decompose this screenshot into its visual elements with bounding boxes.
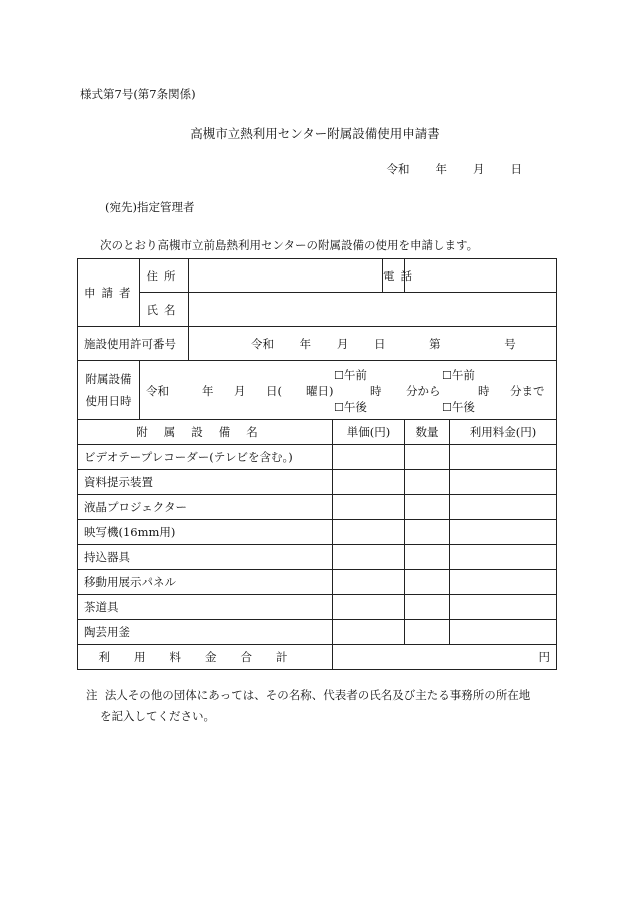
quantity-cell[interactable]	[405, 445, 450, 470]
equipment-row	[78, 620, 557, 645]
usage-weekday: 曜日)	[306, 384, 334, 398]
start-am-checkbox[interactable]: ☐	[334, 369, 344, 382]
quantity-cell[interactable]	[405, 570, 450, 595]
permit-month: 月	[336, 336, 349, 351]
unit-price-cell[interactable]	[333, 595, 405, 620]
end-pm-checkbox[interactable]: ☐	[442, 401, 452, 414]
fee-cell[interactable]	[450, 620, 557, 645]
start-pm-checkbox[interactable]: ☐	[334, 401, 344, 414]
fee-cell[interactable]	[450, 595, 557, 620]
usage-label-line2: 使用日時	[85, 394, 132, 408]
end-am-checkbox[interactable]: ☐	[442, 369, 452, 382]
unit-price-cell[interactable]	[333, 545, 405, 570]
intro-text: 次のとおり高槻市立前島熱利用センターの附属設備の使用を申請します。	[100, 238, 479, 252]
total-field[interactable]	[333, 645, 557, 670]
equipment-row	[78, 495, 557, 520]
addressee: (宛先)指定管理者	[105, 200, 195, 214]
total-unit: 円	[538, 650, 550, 664]
fee-cell[interactable]	[450, 445, 557, 470]
phone-field[interactable]	[405, 259, 557, 293]
usage-month: 月	[234, 384, 246, 398]
page-title: 高槻市立熱利用センター附属設備使用申請書	[190, 126, 440, 141]
quantity-cell[interactable]	[405, 545, 450, 570]
unit-price-cell[interactable]	[333, 520, 405, 545]
end-am-option[interactable]	[442, 367, 475, 383]
unit-price-cell[interactable]	[333, 620, 405, 645]
end-pm-label: 午後	[451, 400, 475, 414]
usage-era: 令和	[146, 384, 169, 398]
name-field[interactable]	[189, 293, 557, 327]
equipment-name: 資料提示装置	[78, 470, 333, 495]
date-month: 月	[473, 162, 485, 176]
phone-label-text: 電話	[383, 268, 418, 283]
applicant-label: 申請者	[78, 259, 140, 327]
fee-cell[interactable]	[450, 570, 557, 595]
permit-label: 施設使用許可番号	[78, 327, 189, 361]
date-era: 令和	[386, 162, 410, 176]
total-label: 利用料金合計	[78, 645, 333, 670]
permit-no-prefix: 第	[429, 336, 441, 351]
fee-cell[interactable]	[450, 545, 557, 570]
usage-year: 年	[202, 384, 214, 398]
quantity-cell[interactable]	[405, 495, 450, 520]
footnote-line2: を記入してください。	[100, 709, 215, 723]
equipment-name: 持込器具	[78, 545, 333, 570]
end-pm-option[interactable]	[442, 399, 475, 415]
name-label: 氏名	[140, 293, 189, 327]
unit-price-cell[interactable]	[333, 495, 405, 520]
equipment-name: 陶芸用釜	[78, 620, 333, 645]
fee-cell[interactable]	[450, 520, 557, 545]
usage-end-hour: 時	[478, 384, 490, 398]
usage-until: 分まで	[510, 384, 545, 398]
unit-price-header: 単価(円)	[333, 420, 405, 445]
quantity-cell[interactable]	[405, 595, 450, 620]
phone-label	[383, 259, 418, 293]
application-date	[0, 161, 522, 177]
usage-from: 分から	[406, 384, 441, 398]
unit-price-cell[interactable]	[333, 445, 405, 470]
equipment-name: ビデオテープレコーダー(テレビを含む。)	[78, 445, 333, 470]
equipment-row	[78, 545, 557, 570]
usage-start-hour: 時	[370, 384, 382, 398]
start-pm-option[interactable]	[334, 399, 367, 415]
equipment-name: 移動用展示パネル	[78, 570, 333, 595]
start-am-option[interactable]	[334, 367, 367, 383]
equipment-name-header: 附属設備名	[78, 420, 333, 445]
permit-no-suffix: 号	[504, 336, 516, 351]
usage-day: 日(	[266, 384, 282, 398]
equipment-name: 液晶プロジェクター	[78, 495, 333, 520]
application-form-table	[77, 258, 557, 670]
equipment-row	[78, 570, 557, 595]
footnote-prefix: 注	[86, 688, 98, 702]
equipment-row	[78, 470, 557, 495]
quantity-cell[interactable]	[405, 620, 450, 645]
usage-datetime-field[interactable]	[140, 361, 557, 420]
permit-day: 日	[373, 336, 386, 351]
quantity-cell[interactable]	[405, 470, 450, 495]
equipment-row	[78, 520, 557, 545]
unit-price-cell[interactable]	[333, 570, 405, 595]
start-am-label: 午前	[343, 368, 367, 382]
equipment-row	[78, 595, 557, 620]
date-day: 日	[510, 162, 522, 176]
permit-field[interactable]	[189, 327, 557, 361]
footnote	[86, 685, 556, 727]
permit-era: 令和	[251, 336, 274, 351]
usage-label-line1: 附属設備	[85, 372, 132, 386]
permit-year: 年	[299, 336, 312, 351]
footnote-line1: 法人その他の団体にあっては、その名称、代表者の氏名及び主たる事務所の所在地	[104, 688, 531, 702]
quantity-cell[interactable]	[405, 520, 450, 545]
fee-cell[interactable]	[450, 470, 557, 495]
fee-header: 利用料金(円)	[450, 420, 557, 445]
fee-cell[interactable]	[450, 495, 557, 520]
end-am-label: 午前	[451, 368, 475, 382]
equipment-row	[78, 445, 557, 470]
form-code: 様式第7号(第7条関係)	[80, 87, 196, 101]
start-pm-label: 午後	[343, 400, 367, 414]
quantity-header: 数量	[405, 420, 450, 445]
date-year: 年	[435, 162, 447, 176]
address-label: 住所	[140, 259, 189, 293]
address-field[interactable]	[189, 259, 383, 293]
usage-label	[78, 361, 140, 420]
equipment-name: 茶道具	[78, 595, 333, 620]
unit-price-cell[interactable]	[333, 470, 405, 495]
equipment-name: 映写機(16mm用)	[78, 520, 333, 545]
